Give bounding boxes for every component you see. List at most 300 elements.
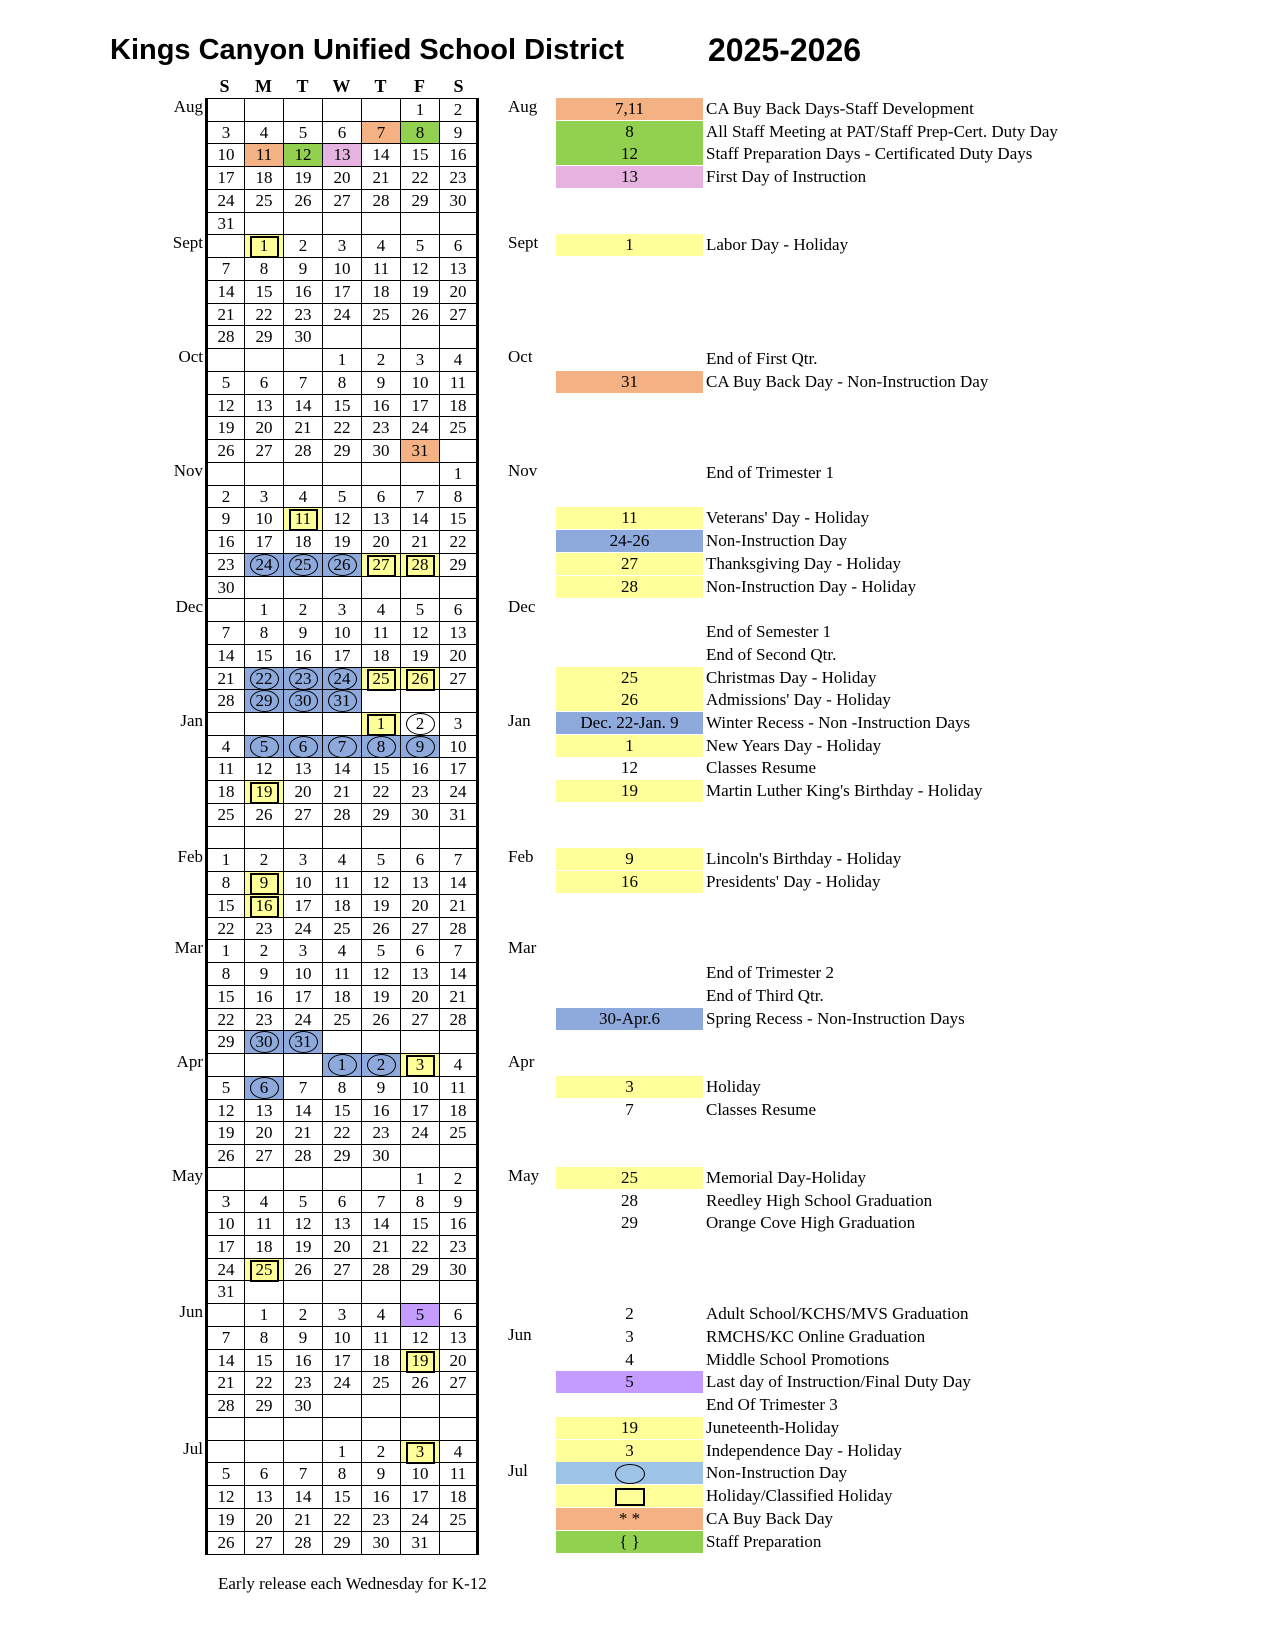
day-number: 12 [217,396,235,415]
day-number: 9 [298,623,308,642]
day-number: 28 [217,691,235,710]
day-number: 21 [217,1373,235,1392]
month-label-left: Sept [172,233,203,252]
day-number: 29 [333,441,351,460]
calendar-day-cell [322,1099,362,1123]
calendar-day-cell [244,1280,284,1304]
calendar-day-cell [205,1167,245,1191]
weekday-label: F [414,76,425,96]
calendar-day-cell [205,1008,245,1032]
day-number: 1 [337,1055,347,1074]
calendar-day-cell [322,1121,362,1145]
calendar-day-cell [400,303,440,327]
event-date-code [556,644,703,666]
day-number: 17 [255,532,273,551]
day-number: 8 [376,737,386,756]
calendar-day-cell [283,303,323,327]
calendar-day-cell [322,348,362,372]
event-description: End of Third Qtr. [706,986,824,1005]
day-number: 11 [372,1328,390,1347]
calendar-day-cell [400,166,440,190]
calendar-day-cell [439,1531,479,1555]
day-number: 13 [449,623,467,642]
event-date-code [556,1349,703,1371]
event-description: Staff Preparation [706,1532,822,1551]
day-number: 11 [372,259,390,278]
event-description: First Day of Instruction [706,167,867,186]
calendar-day-cell [205,1349,245,1373]
day-number: 9 [376,1078,386,1097]
school-year: 2025-2026 [708,32,862,68]
day-number: 11 [333,964,351,983]
calendar-day-cell [361,757,401,781]
day-number: 13 [255,1487,273,1506]
day-number: 23 [449,168,467,187]
day-number: 6 [453,236,463,255]
day-number: 13 [255,396,273,415]
calendar-day-cell [205,1394,245,1418]
calendar-day-cell [244,621,284,645]
day-number: 26 [411,1373,429,1392]
day-number: 19 [411,282,429,301]
day-number: 5 [415,600,425,619]
day-number: 19 [294,168,312,187]
calendar-day-cell [361,234,401,258]
calendar-day-cell [244,1349,284,1373]
calendar-day-cell [439,121,479,145]
day-number: 4 [298,487,308,506]
day-number: 24 [255,555,273,574]
calendar-day-cell [361,485,401,509]
calendar-day-cell [283,1417,323,1441]
calendar-day-cell [439,507,479,531]
event-description: End of Trimester 1 [706,463,834,482]
day-number: 20 [411,896,429,915]
month-label-left: Aug [173,97,203,116]
calendar-day-cell [361,1508,401,1532]
event-description: Holiday [706,1077,761,1096]
event-date-code [556,121,703,143]
day-number: 21 [449,987,467,1006]
calendar-day-cell [361,1076,401,1100]
calendar-day-cell [244,985,284,1009]
day-number: 27 [333,191,351,210]
calendar-day-cell [283,166,323,190]
day-number: 1 [221,941,231,960]
day-number: 11 [372,623,390,642]
day-number: 12 [333,509,351,528]
event-date-code [556,98,703,120]
event-date-code [556,1212,703,1234]
day-number: 9 [298,259,308,278]
day-number: 9 [221,509,231,528]
calendar-day-cell [322,462,362,486]
day-number: 8 [453,487,463,506]
day-number: 11 [217,759,235,778]
calendar-day-cell [244,1053,284,1077]
day-number: 23 [372,1123,390,1142]
day-number: 5 [415,236,425,255]
calendar-day-cell [400,1371,440,1395]
calendar-day-cell [361,143,401,167]
day-number: 5 [376,850,386,869]
day-number: 20 [449,282,467,301]
day-number: 8 [415,1192,425,1211]
weekday-label: S [453,76,464,96]
calendar-day-cell [400,1258,440,1282]
calendar-day-cell [322,371,362,395]
day-number: 1 [376,714,386,733]
day-number: 18 [372,646,390,665]
calendar-day-cell [283,1371,323,1395]
event-description: CA Buy Back Day - Non-Instruction Day [706,372,989,391]
calendar-day-cell [283,1462,323,1486]
day-number: 18 [255,1237,273,1256]
calendar-day-cell [322,1394,362,1418]
day-number: 7 [453,941,463,960]
event-code-text: 12 [621,144,638,163]
day-number: 15 [333,1487,351,1506]
event-date-code [556,507,703,529]
calendar-day-cell [283,1303,323,1327]
calendar-day-cell [400,462,440,486]
calendar-day-cell [400,757,440,781]
event-date-code [556,667,703,689]
month-label-left: May [171,1166,203,1185]
calendar-day-cell [244,848,284,872]
day-number: 29 [372,805,390,824]
calendar-day-cell [322,1235,362,1259]
calendar-day-cell [322,667,362,691]
calendar-day-cell [205,1485,245,1509]
calendar-day-cell [322,917,362,941]
calendar-day-cell [439,803,479,827]
calendar-day-cell [244,485,284,509]
event-description: Reedley High School Graduation [706,1191,933,1210]
day-number: 10 [449,737,467,756]
calendar-day-cell [244,439,284,463]
calendar-day-cell [361,507,401,531]
calendar-day-cell [439,212,479,236]
calendar-day-cell [205,1030,245,1054]
calendar-day-cell [244,257,284,281]
day-number: 21 [411,532,429,551]
calendar-day-cell [361,780,401,804]
day-number: 13 [449,259,467,278]
calendar-day-cell [400,371,440,395]
calendar-day-cell [439,462,479,486]
day-number: 20 [372,532,390,551]
day-number: 21 [333,782,351,801]
day-number: 21 [449,896,467,915]
oval-legend-icon [615,1464,645,1484]
day-number: 30 [294,327,312,346]
day-number: 17 [217,1237,235,1256]
event-code-text: 7,11 [614,99,645,118]
calendar-day-cell [283,917,323,941]
day-number: 21 [294,1510,312,1529]
day-number: 16 [294,1351,312,1370]
day-number: 4 [337,850,347,869]
day-number: 24 [294,1010,312,1029]
calendar-day-cell [361,189,401,213]
day-number: 21 [372,168,390,187]
day-number: 11 [449,1464,467,1483]
day-number: 30 [217,578,235,597]
day-number: 13 [294,759,312,778]
calendar-day-cell [400,1030,440,1054]
calendar-day-cell [322,1508,362,1532]
day-number: 26 [294,1260,312,1279]
calendar-day-cell [283,1508,323,1532]
day-number: 10 [411,1464,429,1483]
calendar-day-cell [205,507,245,531]
calendar-day-cell [439,1008,479,1032]
day-number: 7 [298,1078,308,1097]
day-number: 7 [376,1192,386,1211]
calendar-day-cell [439,371,479,395]
calendar-day-cell [244,826,284,850]
calendar-day-cell [244,530,284,554]
calendar-day-cell [361,1371,401,1395]
calendar-day-cell [439,98,479,122]
day-number: 28 [449,1010,467,1029]
event-description: Last day of Instruction/Final Duty Day [706,1372,971,1391]
day-number: 10 [333,1328,351,1347]
day-number: 16 [372,1487,390,1506]
day-number: 14 [294,1487,312,1506]
event-description: End of First Qtr. [706,349,818,368]
calendar-day-cell [400,257,440,281]
calendar-day-cell [205,257,245,281]
calendar-day-cell [205,371,245,395]
day-number: 10 [217,145,235,164]
day-number: 16 [255,896,273,915]
event-description: Juneteenth-Holiday [706,1418,840,1437]
calendar-day-cell [244,939,284,963]
day-number: 24 [411,1510,429,1529]
calendar-day-cell [361,1326,401,1350]
day-number: 18 [333,987,351,1006]
day-number: 10 [294,873,312,892]
event-date-code [556,871,703,893]
day-number: 15 [411,145,429,164]
day-number: 3 [259,487,269,506]
day-number: 22 [449,532,467,551]
day-number: 30 [449,1260,467,1279]
event-code-text: { } [619,1532,640,1551]
calendar-day-cell [205,1280,245,1304]
day-number: 9 [415,737,425,756]
calendar-day-cell [322,212,362,236]
day-number: 17 [449,759,467,778]
calendar-day-cell [283,1030,323,1054]
event-description: Holiday/Classified Holiday [706,1486,893,1505]
day-number: 8 [337,1464,347,1483]
day-number: 16 [255,987,273,1006]
calendar-day-cell [283,1144,323,1168]
day-number: 17 [411,396,429,415]
calendar-day-cell [361,1190,401,1214]
calendar-day-cell [361,826,401,850]
calendar-day-cell [439,985,479,1009]
calendar-day-cell [361,212,401,236]
day-number: 3 [415,1055,425,1074]
calendar-day-cell [322,894,362,918]
event-date-code [556,712,703,734]
calendar-day-cell [361,1417,401,1441]
calendar-day-cell [322,485,362,509]
calendar-day-cell [244,348,284,372]
day-number: 5 [221,1464,231,1483]
day-number: 6 [376,487,386,506]
day-number: 1 [259,1305,269,1324]
calendar-day-cell [283,621,323,645]
day-number: 22 [255,305,273,324]
calendar-day-cell [244,121,284,145]
calendar-day-cell [244,234,284,258]
calendar-day-cell [322,576,362,600]
day-number: 16 [294,282,312,301]
calendar-day-cell [322,735,362,759]
calendar-day-cell [400,780,440,804]
calendar-day-cell [361,735,401,759]
calendar-day-cell [439,257,479,281]
calendar-day-cell [361,1440,401,1464]
calendar-day-cell [322,757,362,781]
calendar-day-cell [400,1053,440,1077]
day-number: 28 [372,1260,390,1279]
day-number: 28 [217,1396,235,1415]
calendar-day-cell [400,1417,440,1441]
day-number: 2 [415,714,425,733]
event-date-code [556,1326,703,1348]
calendar-day-cell [205,1258,245,1282]
calendar-day-cell [205,939,245,963]
calendar-day-cell [439,1440,479,1464]
day-number: 25 [449,1123,467,1142]
day-number: 4 [259,123,269,142]
calendar-day-cell [439,416,479,440]
calendar-day-cell [244,917,284,941]
calendar-day-cell [439,234,479,258]
day-number: 5 [415,1305,425,1324]
calendar-day-cell [244,1212,284,1236]
event-description: Staff Preparation Days - Certificated Duty Days [706,144,1033,163]
calendar-day-cell [283,143,323,167]
calendar-day-cell [361,257,401,281]
day-number: 31 [294,1032,312,1051]
calendar-day-cell [205,1462,245,1486]
footer-note: Early release each Wednesday for K-12 [218,1574,487,1593]
event-code-text: 28 [621,577,638,596]
day-number: 28 [333,805,351,824]
day-number: 28 [411,555,429,574]
calendar-day-cell [439,644,479,668]
calendar-day-cell [322,826,362,850]
day-number: 23 [217,555,235,574]
calendar-day-cell [244,757,284,781]
day-number: 5 [298,123,308,142]
calendar-day-cell [205,1099,245,1123]
day-number: 12 [217,1101,235,1120]
day-number: 29 [333,1146,351,1165]
day-number: 22 [411,168,429,187]
day-number: 3 [298,850,308,869]
day-number: 2 [376,350,386,369]
calendar-day-cell [205,1303,245,1327]
day-number: 9 [376,373,386,392]
calendar-day-cell [361,689,401,713]
event-date-code [556,962,703,984]
calendar-day-cell [283,985,323,1009]
day-number: 16 [294,646,312,665]
day-number: 29 [449,555,467,574]
day-number: 15 [255,1351,273,1370]
calendar-day-cell [361,1531,401,1555]
day-number: 1 [259,600,269,619]
event-code-text: 9 [625,849,634,868]
day-number: 25 [372,305,390,324]
day-number: 7 [298,1464,308,1483]
calendar-day-cell [283,1485,323,1509]
calendar-day-cell [361,803,401,827]
calendar-day-cell [283,257,323,281]
event-description: Non-Instruction Day [706,531,848,550]
day-number: 14 [411,509,429,528]
calendar-day-cell [283,689,323,713]
calendar-day-cell [283,735,323,759]
calendar-day-cell [400,189,440,213]
day-number: 28 [217,327,235,346]
event-code-text: 3 [625,1441,634,1460]
calendar-day-cell [439,962,479,986]
day-number: 20 [255,1123,273,1142]
calendar-day-cell [205,280,245,304]
calendar-day-cell [322,1167,362,1191]
day-number: 14 [294,1101,312,1120]
month-label-left: Jan [180,711,203,730]
calendar-day-cell [361,644,401,668]
calendar-day-cell [244,1235,284,1259]
calendar-day-cell [400,1167,440,1191]
calendar-day-cell [205,394,245,418]
calendar-day-cell [244,780,284,804]
day-number: 25 [333,1010,351,1029]
calendar-day-cell [244,1531,284,1555]
day-number: 2 [376,1055,386,1074]
calendar-day-cell [439,303,479,327]
day-number: 4 [259,1192,269,1211]
calendar-day-cell [283,234,323,258]
day-number: 16 [449,145,467,164]
calendar-day-cell [283,803,323,827]
weekday-label: M [255,76,272,96]
calendar-day-cell [244,303,284,327]
calendar-day-cell [205,712,245,736]
event-date-code [556,1008,703,1030]
day-number: 27 [255,1533,273,1552]
calendar-day-cell [439,712,479,736]
day-number: 5 [298,1192,308,1211]
day-number: 24 [411,418,429,437]
calendar-day-cell [205,1190,245,1214]
calendar-day-cell [283,1349,323,1373]
day-number: 3 [453,714,463,733]
calendar-day-cell [322,848,362,872]
calendar-day-cell [244,871,284,895]
calendar-day-cell [205,416,245,440]
